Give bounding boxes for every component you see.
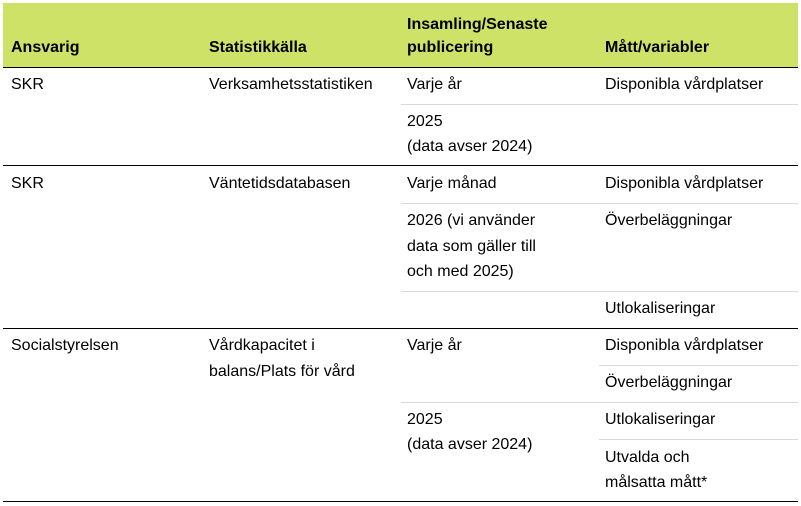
group-2-insamling-line3: och med 2025) bbox=[407, 263, 514, 280]
row-divider bbox=[401, 104, 798, 105]
group-2-insamling-line2: data som gäller till bbox=[407, 238, 536, 255]
group-3-insamling-year: 2025 bbox=[407, 411, 443, 428]
group-3-matt-2: Överbeläggningar bbox=[605, 374, 733, 391]
group-rule bbox=[3, 328, 798, 329]
group-3-ansvarig: Socialstyrelsen bbox=[11, 337, 119, 354]
row-divider bbox=[599, 439, 798, 440]
group-3-matt-4-line2: målsatta mått* bbox=[605, 474, 708, 491]
header-ansvarig: Ansvarig bbox=[11, 39, 80, 56]
row-divider bbox=[401, 203, 798, 204]
header-matt: Mått/variabler bbox=[605, 39, 710, 56]
table-header bbox=[3, 3, 798, 67]
group-3-matt-1: Disponibla vårdplatser bbox=[605, 337, 764, 354]
group-3-insamling-frequency: Varje år bbox=[407, 337, 462, 354]
group-3-kalla-line1: Vårdkapacitet i bbox=[209, 337, 315, 354]
row-divider bbox=[401, 291, 798, 292]
group-1-insamling-frequency: Varje år bbox=[407, 76, 462, 93]
group-1-insamling-note: (data avser 2024) bbox=[407, 138, 533, 155]
group-3-insamling-note: (data avser 2024) bbox=[407, 436, 533, 453]
group-2-ansvarig: SKR bbox=[11, 175, 44, 192]
header-statistikkalla: Statistikkälla bbox=[209, 39, 307, 56]
group-rule bbox=[3, 165, 798, 166]
group-3-matt-4-line1: Utvalda och bbox=[605, 449, 690, 466]
group-1-insamling-year: 2025 bbox=[407, 113, 443, 130]
group-2-insamling-frequency: Varje månad bbox=[407, 175, 497, 192]
table-bottom-rule bbox=[3, 501, 798, 502]
group-3-kalla-line2: balans/Plats för vård bbox=[209, 363, 355, 380]
group-2-kalla: Väntetidsdatabasen bbox=[209, 175, 351, 192]
group-1-ansvarig: SKR bbox=[11, 76, 44, 93]
group-1-kalla: Verksamhetsstatistiken bbox=[209, 76, 373, 93]
group-2-matt-3: Utlokaliseringar bbox=[605, 300, 716, 317]
header-rule bbox=[3, 67, 798, 68]
group-3-matt-3: Utlokaliseringar bbox=[605, 411, 716, 428]
group-2-matt-1: Disponibla vårdplatser bbox=[605, 175, 764, 192]
row-divider bbox=[599, 365, 798, 366]
row-divider bbox=[401, 402, 798, 403]
group-2-matt-2: Överbeläggningar bbox=[605, 212, 733, 229]
header-insamling-line2: publicering bbox=[407, 39, 494, 56]
group-1-matt-1: Disponibla vårdplatser bbox=[605, 76, 764, 93]
group-2-insamling-line1: 2026 (vi använder bbox=[407, 212, 536, 229]
header-insamling-line1: Insamling/Senaste bbox=[407, 16, 548, 33]
